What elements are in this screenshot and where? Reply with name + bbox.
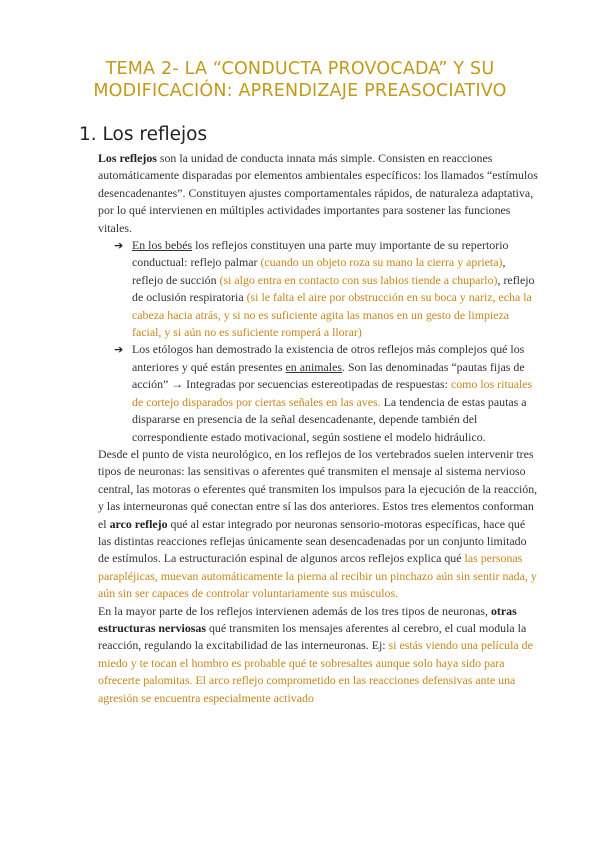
intro-text: son la unidad de conducta innata más simple. Consisten en reacciones automáticamente disparadas por elementos ambientales específicos: los llamados “estímulos desencadenantes”. Constituyen ajustes comportamentales rápidos, de naturaleza adaptativa, por lo qué intervienen en múltiples actividades importantes para sostener las funciones vitales. bbox=[98, 151, 538, 235]
intro-paragraph bbox=[98, 150, 538, 237]
structures-paragraph bbox=[98, 603, 538, 707]
bullet1-example-3: (si le falta el aire por obstrucción en su boca y nariz, echa la cabeza hacia atrás, y si no es suficiente agita las manos en un gesto de limpieza facial, y si aún no es suficiente romperá a llorar) bbox=[132, 290, 532, 340]
bullet1-example-1: (cuando un objeto roza su mano la cierra y aprieta) bbox=[260, 255, 503, 270]
para3-text-1: En la mayor parte de los reflejos intervienen además de los tres tipos de neuronas, bbox=[98, 603, 491, 618]
bullet2-underlined: en animales bbox=[285, 359, 342, 374]
bullet2-text-2: . Son las denominadas “pautas fijas de acción” → Integradas por secuencias estereotipadas de respuestas: bbox=[132, 359, 525, 392]
para2-text-2: qué al estar integrado por neuronas sensorio-motoras específicas, hace qué las distintas reacciones reflejas únicamente sean desencadenadas por un conjunto limitado de estímulos. La estructuración espinal de algunos arcos reflejos explica qué bbox=[98, 516, 527, 566]
bullet-list bbox=[98, 237, 538, 446]
bullet2-text-1: Los etólogos han demostrado la existencia de otros reflejos más complejos qué los anteriores y qué están presentes bbox=[132, 342, 525, 374]
neurological-paragraph bbox=[98, 446, 538, 603]
bullet-item-ethologists bbox=[114, 341, 538, 445]
para2-example: las personas parapléjicas, muevan automáticamente la pierna al recibir un pinchazo aún sin sentir nada, y aún sin ser capaces de controlar voluntariamente sus músculos. bbox=[98, 551, 537, 601]
bullet2-example: como los rituales de cortejo disparados por ciertas señales en las aves. bbox=[132, 377, 533, 409]
para3-example: si estás viendo una película de miedo y te tocan el hombro es probable qué te sobresaltes aunque solo haya sido para ofrecerte palomitas. El arco reflejo comprometido en las reacciones defensivas ante una agresión se encuentra especialmente activado bbox=[98, 638, 533, 705]
bullet1-example-2: (si algo entra en contacto con sus labios tiende a chuparlo) bbox=[219, 272, 498, 287]
para2-bold: arco reflejo bbox=[109, 516, 168, 531]
section-heading bbox=[79, 124, 207, 145]
section-title: Los reflejos bbox=[102, 124, 208, 145]
bullet1-text-3: , reflejo de oclusión respiratoria bbox=[132, 272, 535, 305]
bullet2-text-3: La tendencia de estas pautas a dispararse en presencia de la señal desencadenante, depende también del correspondiente estado motivacional, según sostiene el modelo hidráulico. bbox=[132, 394, 527, 444]
document-title: TEMA 2- LA “CONDUCTA PROVOCADA” Y SU MODIFICACIÓN: APRENDIZAJE PREASOCIATIVO bbox=[93, 59, 507, 101]
section-number: 1. bbox=[79, 124, 97, 145]
para3-bold: otras estructuras nerviosas bbox=[98, 603, 517, 635]
bullet1-text-1: los reflejos constituyen una parte muy importante de su repertorio conductual: reflejo palmar bbox=[132, 238, 509, 270]
bullet-item-babies bbox=[114, 237, 538, 341]
bullet1-underlined: En los bebés bbox=[132, 238, 193, 253]
para3-text-2: qué transmiten los mensajes aferentes al cerebro, el cual modula la reacción, regulando la excitabilidad de las interneuronas. Ej: bbox=[98, 620, 527, 653]
bullet1-text-2: , reflejo de succión bbox=[132, 255, 506, 287]
document-body bbox=[98, 150, 538, 707]
para2-text-1: Desde el punto de vista neurológico, en los reflejos de los vertebrados suelen intervenir tres tipos de neuronas: las sensitivas o aferentes qué transmiten el mensaje al sistema nervioso central, las motoras o eferentes qué transmiten los impulsos para la ejecución de la reacción, y las interneuronas qué conectan entre sí las dos anteriores. Estos tres elementos conforman el bbox=[98, 446, 538, 531]
intro-bold: Los reflejos bbox=[98, 151, 157, 165]
